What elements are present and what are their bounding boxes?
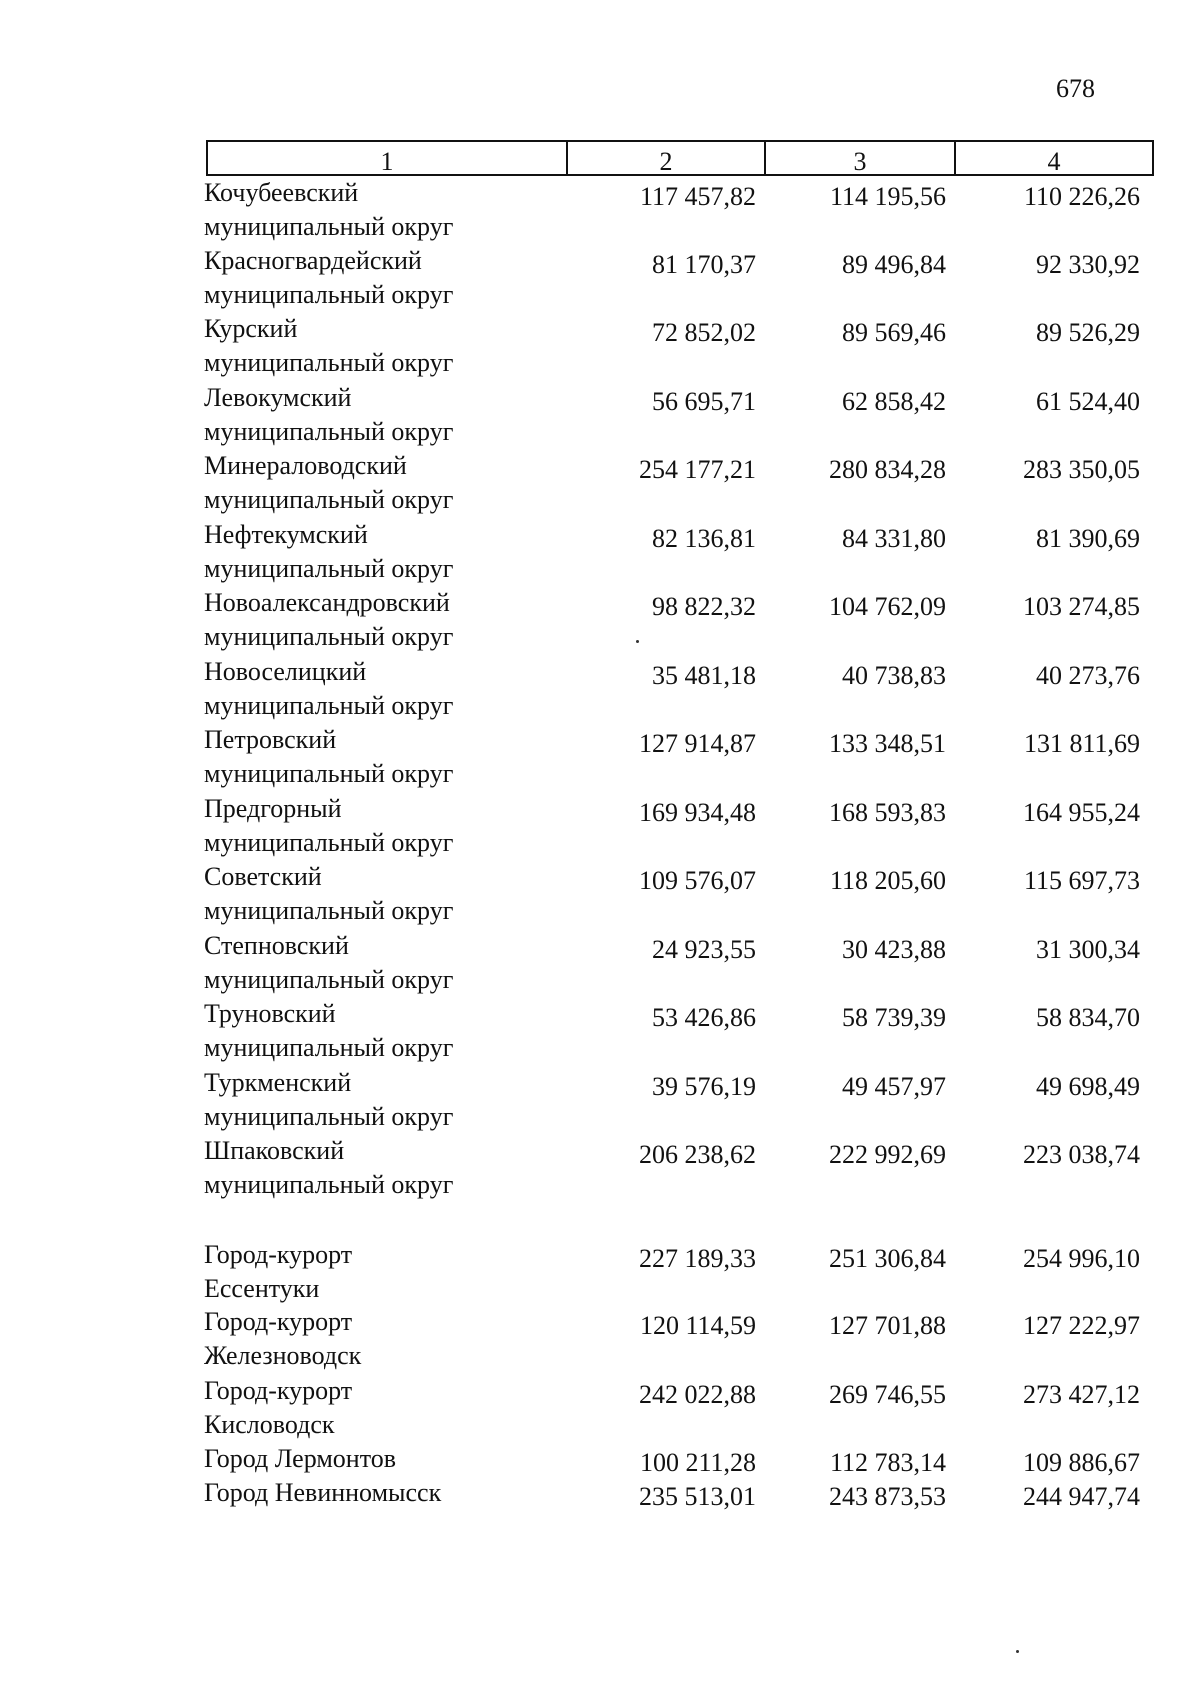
- cell-col2: 24 923,55: [652, 935, 756, 964]
- cell-col2: 81 170,37: [652, 250, 756, 279]
- cell-col2: 235 513,01: [639, 1482, 756, 1511]
- cell-col3: 112 783,14: [829, 1448, 946, 1477]
- cell-col3: 222 992,69: [829, 1140, 946, 1169]
- row-name: [204, 586, 564, 654]
- cell-col4: 131 811,69: [1023, 729, 1140, 758]
- cell-col3: 280 834,28: [829, 455, 946, 484]
- row-name: [204, 723, 564, 791]
- row-name-line1: Город-курорт: [204, 1376, 353, 1405]
- cell-col3: 30 423,88: [842, 935, 946, 964]
- cell-col4: 31 300,34: [1036, 935, 1140, 964]
- row-name-line1: Красногвардейский: [204, 246, 422, 275]
- row-name-line2: Ессентуки: [204, 1274, 320, 1303]
- cell-col3: 89 569,46: [842, 318, 946, 347]
- row-name-line2: Железноводск: [204, 1341, 362, 1370]
- cell-col2: 254 177,21: [639, 455, 756, 484]
- scan-speck: [1016, 1650, 1019, 1653]
- row-name: [204, 997, 564, 1065]
- cell-col3: 243 873,53: [829, 1482, 946, 1511]
- row-name: [204, 792, 564, 860]
- cell-col2: 242 022,88: [639, 1380, 756, 1409]
- row-name-line1: Степновский: [204, 931, 349, 960]
- cell-col3: 62 858,42: [842, 387, 946, 416]
- row-name-line2: муниципальный округ: [204, 212, 454, 241]
- cell-col2: 127 914,87: [639, 729, 756, 758]
- row-name-line1: Кочубеевский: [204, 178, 359, 207]
- cell-col2: 206 238,62: [639, 1140, 756, 1169]
- cell-col4: 244 947,74: [1023, 1482, 1140, 1511]
- row-name: [204, 1238, 564, 1306]
- cell-col4: 223 038,74: [1023, 1140, 1140, 1169]
- cell-col3: 114 195,56: [829, 182, 946, 211]
- row-name-line2: муниципальный округ: [204, 280, 454, 309]
- row-name-line2: муниципальный округ: [204, 1102, 454, 1131]
- row-name-line1: Город-курорт: [204, 1240, 353, 1269]
- row-name-line1: Шпаковский: [204, 1136, 345, 1165]
- row-name-line2: муниципальный округ: [204, 759, 454, 788]
- row-name-line1: Город Лермонтов: [204, 1444, 396, 1473]
- row-name-line2: муниципальный округ: [204, 554, 454, 583]
- row-name: [204, 1476, 564, 1510]
- cell-col3: 40 738,83: [842, 661, 946, 690]
- row-name-line2: муниципальный округ: [204, 622, 454, 651]
- cell-col4: 49 698,49: [1036, 1072, 1140, 1101]
- header-cell-4: 4: [1047, 147, 1061, 176]
- row-name-line1: Левокумский: [204, 383, 352, 412]
- row-name-line1: Новоалександровский: [204, 588, 450, 617]
- row-name: [204, 1442, 564, 1476]
- cell-col4: 61 524,40: [1036, 387, 1140, 416]
- row-name: [204, 244, 564, 312]
- cell-col3: 58 739,39: [842, 1003, 946, 1032]
- header-cell-3: 3: [766, 142, 956, 174]
- cell-col4: 164 955,24: [1023, 798, 1140, 827]
- row-name-line2: муниципальный округ: [204, 896, 454, 925]
- header-cell-2: 2: [568, 142, 766, 174]
- row-name: [204, 1374, 564, 1442]
- cell-col4: 40 273,76: [1036, 661, 1140, 690]
- cell-col2: 56 695,71: [652, 387, 756, 416]
- row-name-line1: Труновский: [204, 999, 336, 1028]
- row-name: [204, 518, 564, 586]
- row-name-line1: Минераловодский: [204, 451, 407, 480]
- row-name-line2: муниципальный округ: [204, 828, 454, 857]
- row-name: [204, 176, 564, 244]
- row-name-line2: муниципальный округ: [204, 1033, 454, 1062]
- cell-col3: 104 762,09: [829, 592, 946, 621]
- cell-col3: 118 205,60: [829, 866, 946, 895]
- cell-col2: 117 457,82: [639, 182, 756, 211]
- row-name: [204, 1134, 564, 1202]
- cell-col2: 100 211,28: [639, 1448, 756, 1477]
- cell-col3: 133 348,51: [829, 729, 946, 758]
- page-number: 678: [1056, 74, 1095, 103]
- row-name: [204, 312, 564, 380]
- row-name: [204, 381, 564, 449]
- row-name: [204, 860, 564, 928]
- row-name-line2: муниципальный округ: [204, 348, 454, 377]
- row-name-line2: муниципальный округ: [204, 965, 454, 994]
- cell-col2: 72 852,02: [652, 318, 756, 347]
- cell-col2: 82 136,81: [652, 524, 756, 553]
- cell-col2: 227 189,33: [639, 1244, 756, 1273]
- cell-col3: 269 746,55: [829, 1380, 946, 1409]
- cell-col4: 110 226,26: [1023, 182, 1140, 211]
- row-name: [204, 929, 564, 997]
- cell-col3: 89 496,84: [842, 250, 946, 279]
- cell-col2: 39 576,19: [652, 1072, 756, 1101]
- cell-col4: 283 350,05: [1023, 455, 1140, 484]
- cell-col4: 89 526,29: [1036, 318, 1140, 347]
- row-name-line1: Город Невинномысск: [204, 1478, 442, 1507]
- row-name-line1: Новоселицкий: [204, 657, 367, 686]
- cell-col2: 35 481,18: [652, 661, 756, 690]
- cell-col3: 49 457,97: [842, 1072, 946, 1101]
- row-name: [204, 449, 564, 517]
- header-cell-1: 1: [208, 142, 568, 174]
- scan-speck: [636, 640, 639, 643]
- cell-col4: 127 222,97: [1023, 1311, 1140, 1340]
- row-name-line2: муниципальный округ: [204, 485, 454, 514]
- cell-col2: 109 576,07: [639, 866, 756, 895]
- row-name: [204, 1066, 564, 1134]
- cell-col4: 115 697,73: [1023, 866, 1140, 895]
- cell-col4: 254 996,10: [1023, 1244, 1140, 1273]
- row-name-line2: муниципальный округ: [204, 1170, 454, 1199]
- row-name-line2: муниципальный округ: [204, 691, 454, 720]
- cell-col2: 169 934,48: [639, 798, 756, 827]
- cell-col3: 84 331,80: [842, 524, 946, 553]
- cell-col4: 58 834,70: [1036, 1003, 1140, 1032]
- row-name-line2: муниципальный округ: [204, 417, 454, 446]
- cell-col2: 120 114,59: [639, 1311, 756, 1340]
- cell-col4: 103 274,85: [1023, 592, 1140, 621]
- cell-col3: 251 306,84: [829, 1244, 946, 1273]
- row-name-line1: Советский: [204, 862, 322, 891]
- cell-col2: 53 426,86: [652, 1003, 756, 1032]
- cell-col2: 98 822,32: [652, 592, 756, 621]
- row-name-line1: Петровский: [204, 725, 337, 754]
- cell-col3: 127 701,88: [829, 1311, 946, 1340]
- cell-col4: 109 886,67: [1023, 1448, 1140, 1477]
- cell-col3: 168 593,83: [829, 798, 946, 827]
- row-name: [204, 655, 564, 723]
- cell-col4: 81 390,69: [1036, 524, 1140, 553]
- row-name-line1: Туркменский: [204, 1068, 352, 1097]
- row-name-line1: Город-курорт: [204, 1307, 353, 1336]
- cell-col4: 92 330,92: [1036, 250, 1140, 279]
- row-name: [204, 1305, 564, 1373]
- row-name-line1: Нефтекумский: [204, 520, 368, 549]
- row-name-line2: Кисловодск: [204, 1410, 335, 1439]
- cell-col4: 273 427,12: [1023, 1380, 1140, 1409]
- row-name-line1: Предгорный: [204, 794, 342, 823]
- row-name-line1: Курский: [204, 314, 298, 343]
